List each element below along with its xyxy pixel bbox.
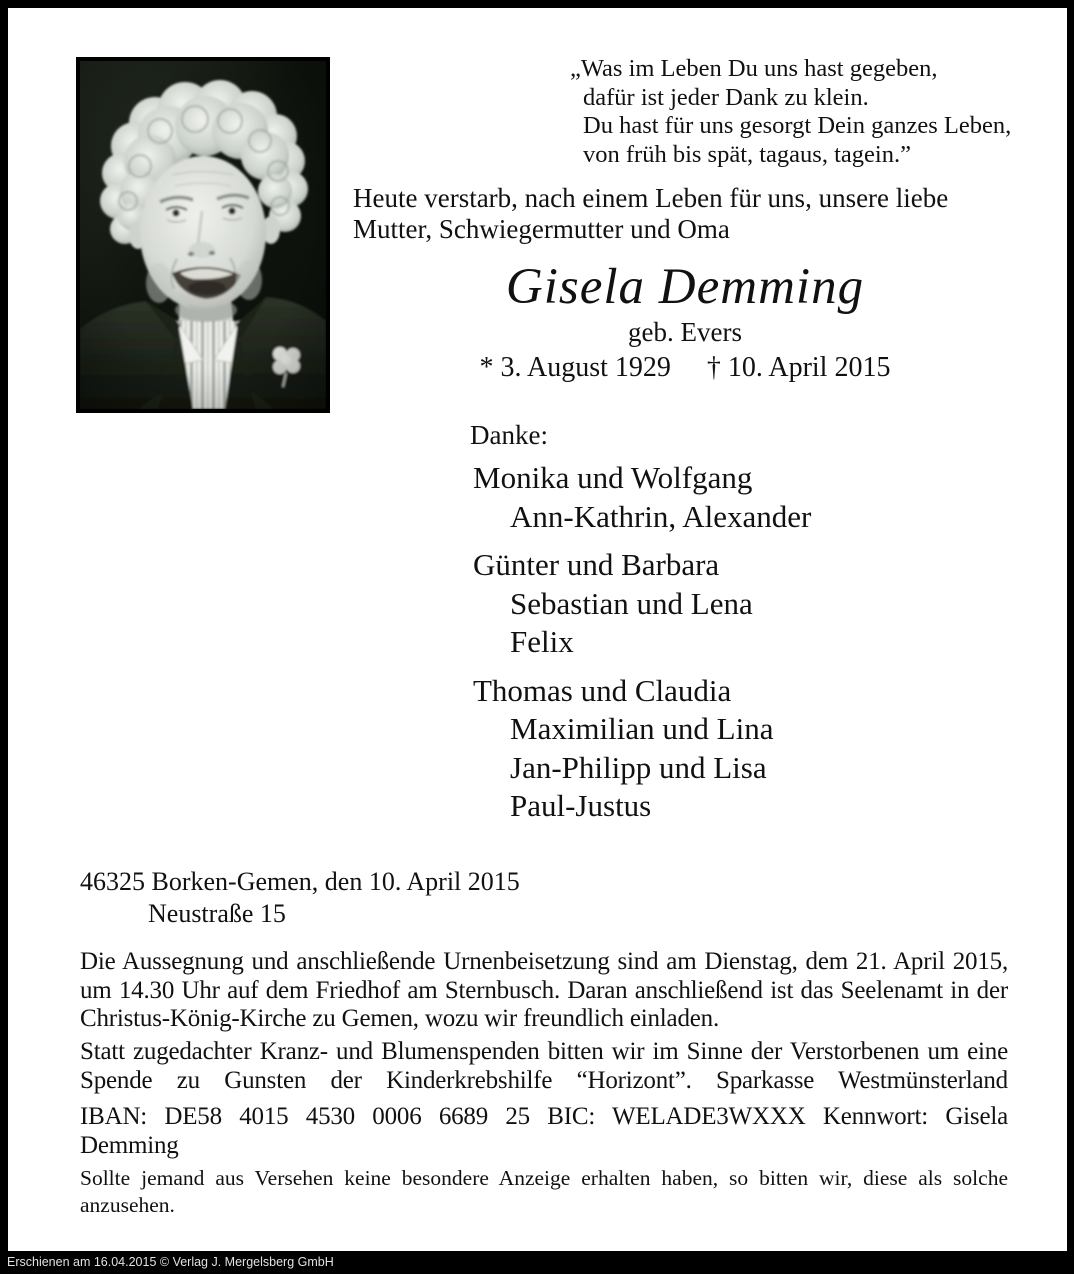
- intro-text: [353, 183, 1013, 245]
- family-children: Maximilian und Lina: [510, 711, 774, 746]
- quote-line: dafür ist jeder Dank zu klein.: [583, 83, 869, 111]
- portrait-illustration: [80, 61, 326, 409]
- intro-line: Mutter, Schwiegermutter und Oma: [353, 214, 730, 244]
- paper-background: [8, 8, 1067, 1251]
- publisher-footer-text: Erschienen am 16.04.2015 © Verlag J. Mergelsberg GmbH: [7, 1255, 334, 1269]
- family-parents: Günter und Barbara: [473, 547, 720, 582]
- life-dates: [420, 352, 950, 384]
- deceased-name: Gisela Demming: [505, 259, 865, 315]
- quote-line: Du hast für uns gesorgt Dein ganzes Leben,: [583, 112, 1012, 139]
- intro-line: Heute verstarb, nach einem Leben für uns, unsere liebe: [353, 183, 949, 213]
- iban-paragraph: IBAN: DE58 4015 4530 0006 6689 25 BIC: WELADE3WXXX Kennwort: Gisela Demming: [80, 1103, 1008, 1159]
- memorial-quote: [570, 55, 1040, 169]
- family-children: Jan-Philipp und Lisa: [510, 749, 767, 785]
- quote-line: „Was im Leben Du uns hast gegeben,: [570, 55, 938, 82]
- funeral-paragraph: Die Aussegnung und anschließende Urnenbeisetzung sind am Dienstag, dem 21. April 2015, um 14.30 Uhr auf dem Friedhof am Sternbusch. Daran anschließend ist das Seelenamt in der Christus-König-Kirche zu Gemen, wozu wir freundlich einladen.: [80, 948, 1008, 1033]
- thanks-label: Danke:: [470, 420, 548, 450]
- family-children: Felix: [510, 624, 574, 659]
- maiden-name: geb. Evers: [628, 317, 742, 347]
- family-children: Ann-Kathrin, Alexander: [510, 498, 812, 534]
- deceased-block: [420, 260, 950, 384]
- family-group: [473, 459, 811, 536]
- address-block: [80, 866, 520, 930]
- family-children: Sebastian und Lena: [510, 585, 753, 621]
- family-list: [473, 459, 811, 836]
- family-children: Paul-Justus: [510, 788, 652, 823]
- birth-date: * 3. August 1929: [479, 352, 671, 383]
- portrait-photo: [76, 57, 330, 413]
- donation-paragraph: Statt zugedachter Kranz- und Blumenspenden bitten wir im Sinne der Verstorbenen um eine Spende zu Gunsten der Kinderkrebshilfe “Horizont”. Sparkasse Westmünsterland: [80, 1038, 1008, 1094]
- disclaimer-paragraph: Sollte jemand aus Versehen keine besondere Anzeige erhalten haben, so bitten wir, diese als solche anzusehen.: [80, 1166, 1008, 1217]
- family-group: [473, 546, 811, 662]
- address-street: Neustraße 15: [148, 899, 286, 928]
- family-parents: Thomas und Claudia: [473, 672, 732, 708]
- address-dateline: 46325 Borken-Gemen, den 10. April 2015: [80, 867, 520, 896]
- family-parents: Monika und Wolfgang: [473, 460, 753, 495]
- death-date: † 10. April 2015: [706, 352, 891, 383]
- family-group: [473, 672, 811, 826]
- quote-line: von früh bis spät, tagaus, tagein.”: [583, 140, 911, 168]
- publisher-footer: [0, 1251, 1074, 1274]
